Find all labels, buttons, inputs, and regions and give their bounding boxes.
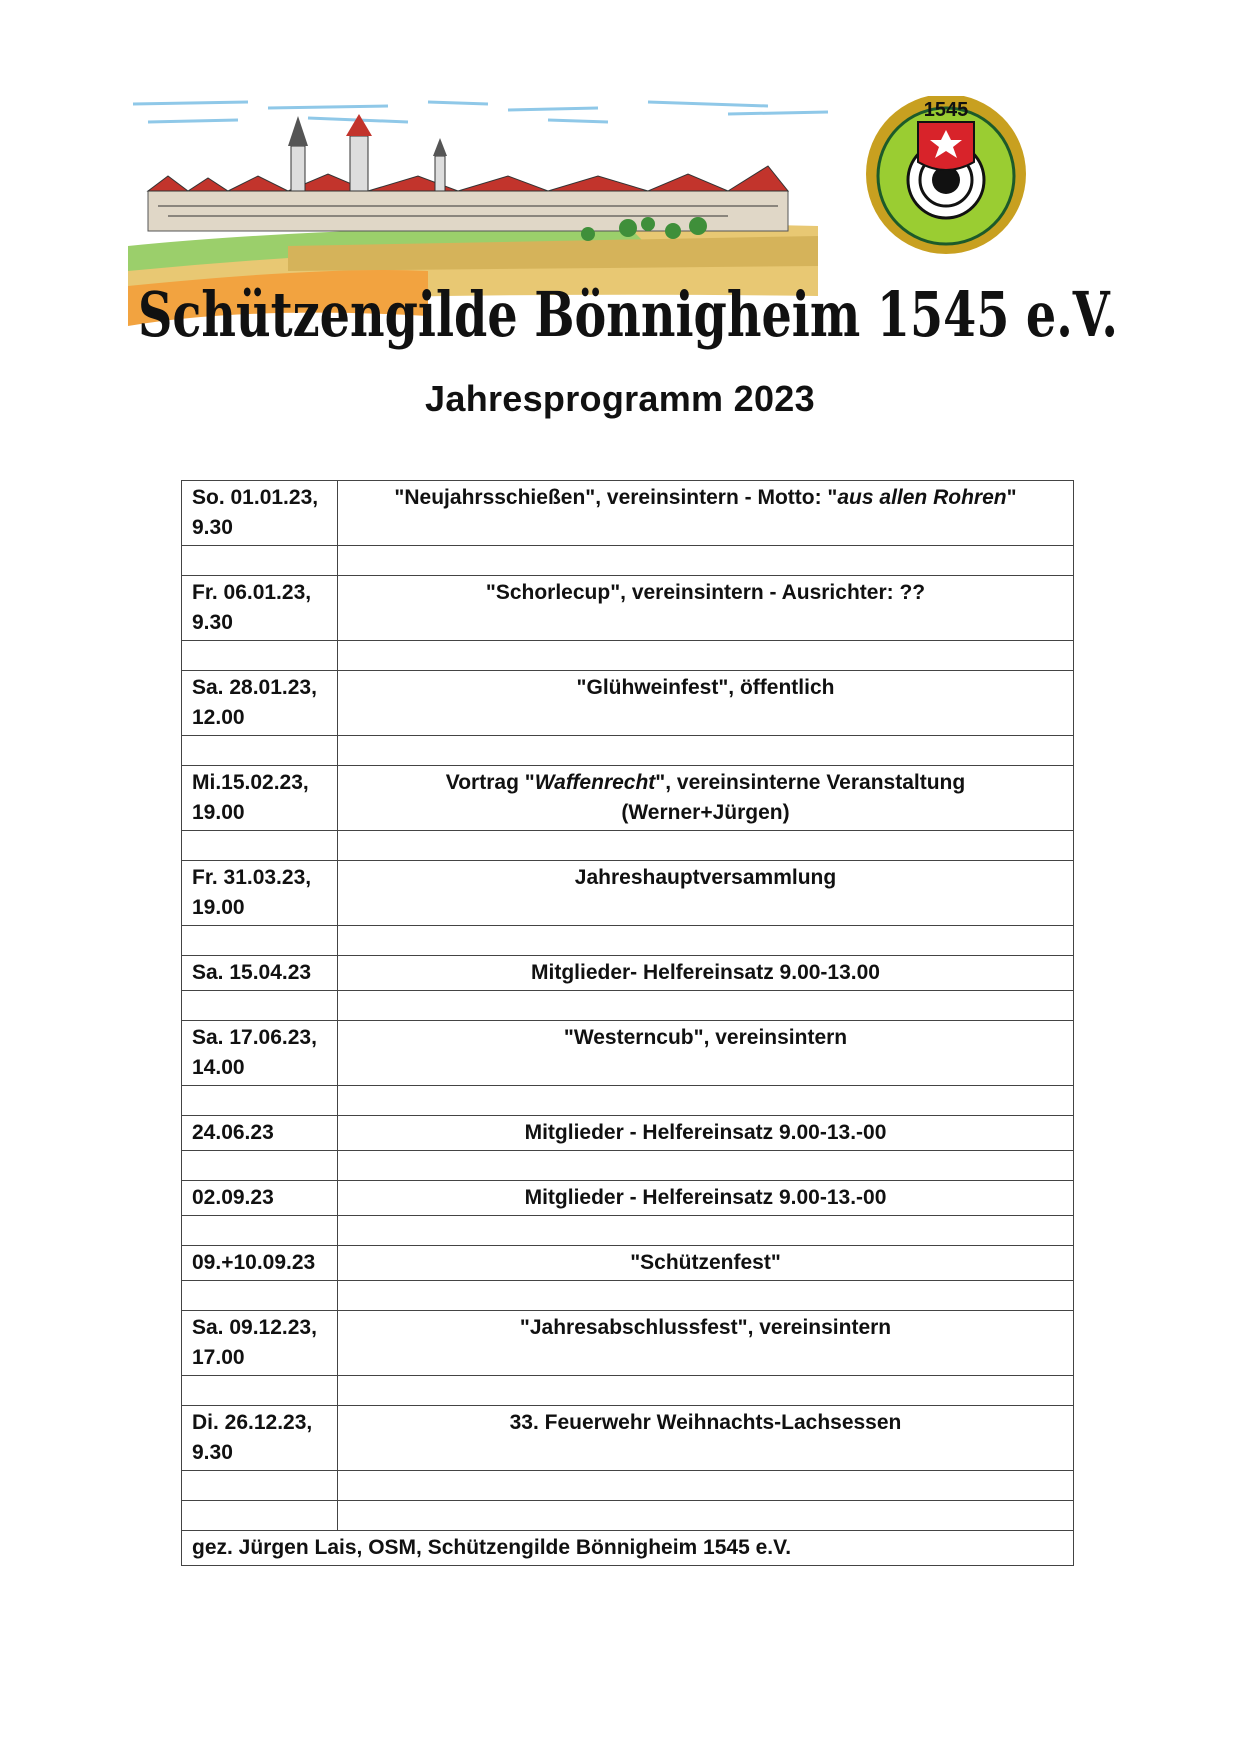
empty-cell — [182, 831, 338, 861]
table-row — [182, 1116, 1074, 1151]
table-row — [182, 956, 1074, 991]
event-date: Sa. 09.12.23, 17.00 — [182, 1311, 338, 1376]
event-date: Sa. 15.04.23 — [182, 956, 338, 991]
table-row — [182, 576, 1074, 641]
event-text: " — [1006, 486, 1017, 509]
event-date: Sa. 28.01.23, 12.00 — [182, 671, 338, 736]
signature: gez. Jürgen Lais, OSM, Schützengilde Bönnigheim 1545 e.V. — [182, 1531, 1074, 1566]
event-text-italic: Waffenrecht — [534, 771, 656, 794]
spacer-row — [182, 736, 1074, 766]
spacer-row — [182, 1471, 1074, 1501]
event-description — [338, 766, 1074, 831]
empty-cell — [338, 546, 1074, 576]
event-text-line2: (Werner+Jürgen) — [621, 801, 790, 824]
event-description: "Glühweinfest", öffentlich — [338, 671, 1074, 736]
event-date: 02.09.23 — [182, 1181, 338, 1216]
empty-cell — [338, 736, 1074, 766]
table-row — [182, 671, 1074, 736]
town-and-emblem-illustration — [128, 96, 1128, 366]
program-table — [181, 480, 1074, 1566]
empty-cell — [182, 991, 338, 1021]
spacer-row — [182, 1281, 1074, 1311]
event-date: 09.+10.09.23 — [182, 1246, 338, 1281]
event-date: 24.06.23 — [182, 1116, 338, 1151]
empty-cell — [338, 641, 1074, 671]
spacer-row — [182, 546, 1074, 576]
empty-cell — [338, 831, 1074, 861]
empty-cell — [182, 1086, 338, 1116]
event-date: Fr. 31.03.23, 19.00 — [182, 861, 338, 926]
event-description: "Schützenfest" — [338, 1246, 1074, 1281]
table-row — [182, 1406, 1074, 1471]
event-description: Jahreshauptversammlung — [338, 861, 1074, 926]
event-description: "Jahresabschlussfest", vereinsintern — [338, 1311, 1074, 1376]
empty-cell — [182, 1471, 338, 1501]
event-date: Mi.15.02.23, 19.00 — [182, 766, 338, 831]
event-description: "Westerncub", vereinsintern — [338, 1021, 1074, 1086]
empty-cell — [338, 991, 1074, 1021]
spacer-row — [182, 991, 1074, 1021]
empty-cell — [182, 1501, 338, 1531]
empty-cell — [182, 641, 338, 671]
spacer-row — [182, 1216, 1074, 1246]
event-description — [338, 481, 1074, 546]
spacer-row — [182, 1086, 1074, 1116]
event-date: So. 01.01.23, 9.30 — [182, 481, 338, 546]
empty-cell — [182, 1151, 338, 1181]
empty-cell — [182, 1281, 338, 1311]
event-description: Mitglieder - Helfereinsatz 9.00-13.-00 — [338, 1116, 1074, 1151]
event-date: Fr. 06.01.23, 9.30 — [182, 576, 338, 641]
spacer-row — [182, 926, 1074, 956]
table-row — [182, 861, 1074, 926]
club-name-logo: Schützengilde Bönnigheim 1545 e.V. — [138, 278, 1118, 351]
spacer-row — [182, 1376, 1074, 1406]
table-row — [182, 481, 1074, 546]
sky-strokes — [133, 102, 828, 122]
empty-cell — [182, 1216, 338, 1246]
table-row — [182, 1021, 1074, 1086]
table-row — [182, 1246, 1074, 1281]
event-text: ", vereinsinterne Veranstaltung — [655, 771, 966, 794]
table-row — [182, 1311, 1074, 1376]
empty-cell — [338, 1501, 1074, 1531]
empty-cell — [182, 1376, 338, 1406]
empty-cell — [338, 1216, 1074, 1246]
event-date: Di. 26.12.23, 9.30 — [182, 1406, 338, 1471]
spacer-row — [182, 1501, 1074, 1531]
event-description: Mitglieder- Helfereinsatz 9.00-13.00 — [338, 956, 1074, 991]
event-description: Mitglieder - Helfereinsatz 9.00-13.-00 — [338, 1181, 1074, 1216]
svg-text:1545: 1545 — [923, 99, 969, 121]
table-row — [182, 1181, 1074, 1216]
spacer-row — [182, 1151, 1074, 1181]
empty-cell — [338, 1281, 1074, 1311]
club-emblem — [866, 96, 1026, 254]
spacer-row — [182, 831, 1074, 861]
event-text: "Neujahrsschießen", vereinsintern - Motto: " — [394, 486, 838, 509]
event-description: 33. Feuerwehr Weihnachts-Lachsessen — [338, 1406, 1074, 1471]
empty-cell — [338, 1471, 1074, 1501]
empty-cell — [182, 546, 338, 576]
table-row — [182, 766, 1074, 831]
empty-cell — [182, 926, 338, 956]
empty-cell — [182, 736, 338, 766]
page-title: Jahresprogramm 2023 — [425, 378, 815, 419]
event-text: Vortrag " — [445, 771, 535, 794]
event-description: "Schorlecup", vereinsintern - Ausrichter: ?? — [338, 576, 1074, 641]
empty-cell — [338, 926, 1074, 956]
empty-cell — [338, 1151, 1074, 1181]
empty-cell — [338, 1086, 1074, 1116]
signature-row — [182, 1531, 1074, 1566]
header-illustration — [128, 96, 1128, 366]
empty-cell — [338, 1376, 1074, 1406]
spacer-row — [182, 641, 1074, 671]
town-silhouette — [148, 114, 788, 231]
event-text-italic: aus allen Rohren — [837, 486, 1007, 509]
event-date: Sa. 17.06.23, 14.00 — [182, 1021, 338, 1086]
